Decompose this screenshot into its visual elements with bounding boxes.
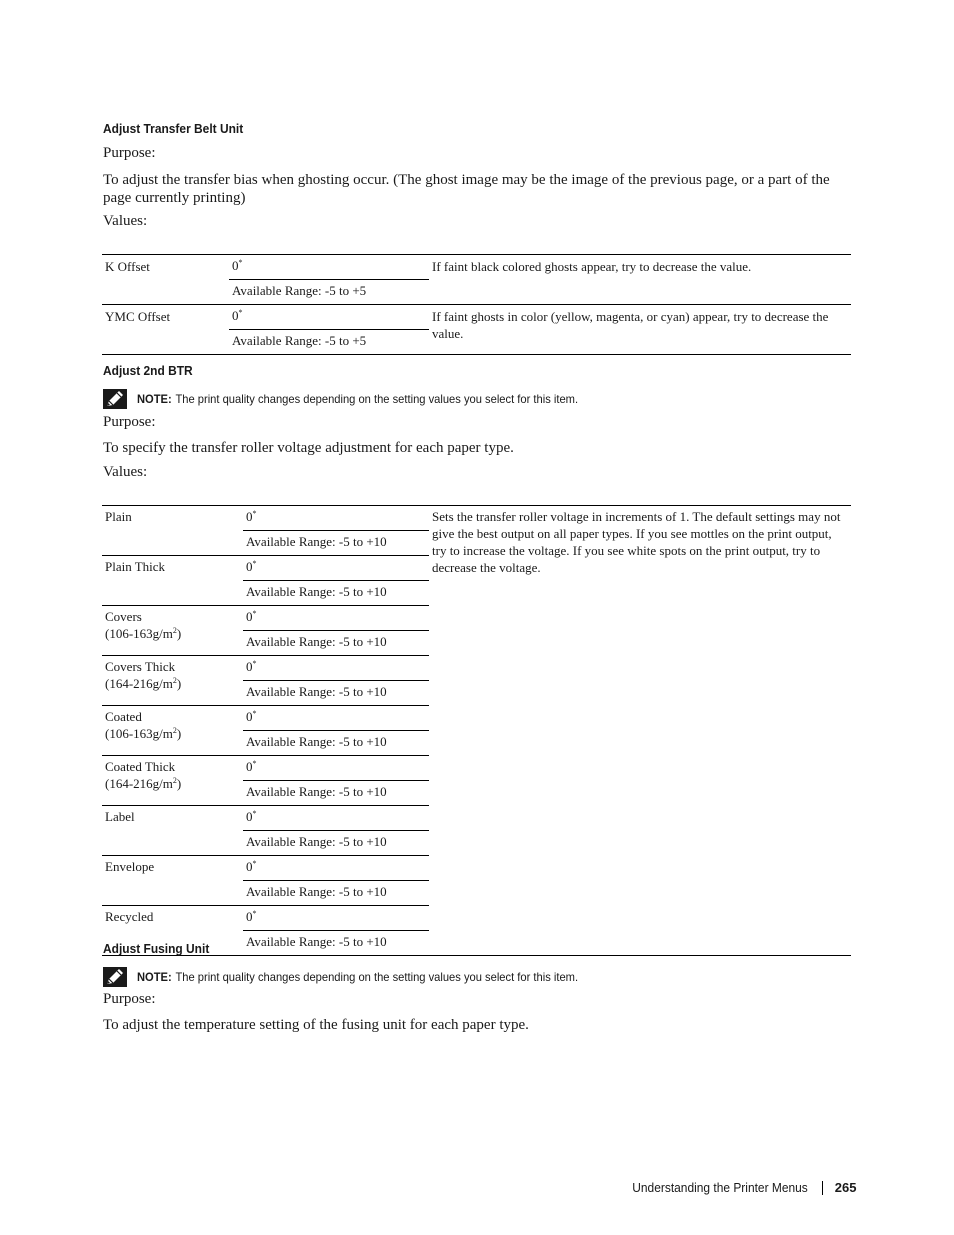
default-number: 0 [232,258,239,273]
default-star: * [252,809,257,818]
setting-name: K Offset [105,259,150,274]
pencil-note-icon [103,967,127,987]
default-star: * [252,709,257,718]
available-range: Available Range: -5 to +10 [246,734,387,749]
purpose-text: To adjust the temperature setting of the fusing unit for each paper type. [103,1017,529,1033]
default-value [229,255,429,280]
setting-description: If faint ghosts in color (yellow, magenta, or cyan) appear, try to decrease the value. [429,305,851,355]
paper-type-label: Covers Thick [105,659,176,674]
paper-type-name [102,856,243,906]
default-star: * [252,859,257,868]
note-body: The print quality changes depending on the setting values you select for this item. [175,970,579,984]
available-range: Available Range: -5 to +5 [232,333,367,348]
available-range: Available Range: -5 to +10 [246,584,387,599]
default-star: * [252,909,257,918]
default-value [243,606,429,631]
paper-weight: $(106-163g/m^2)$ [105,626,182,641]
purpose-label: Purpose: [103,145,156,161]
default-value [243,706,429,731]
available-range: Available Range: -5 to +10 [246,634,387,649]
default-star: * [238,258,243,267]
default-value [243,556,429,581]
note-label: NOTE: [137,392,172,406]
available-range: Available Range: -5 to +10 [246,784,387,799]
section-heading-transfer-belt: Adjust Transfer Belt Unit [103,121,244,136]
setting-name: YMC Offset [102,305,229,355]
default-value [229,305,429,330]
paper-type-name [102,756,243,806]
paper-type-name [102,806,243,856]
paper-type-label: Envelope [105,859,155,874]
default-value [243,756,429,781]
footer-title: Understanding the Printer Menus [632,1180,808,1195]
default-value [243,856,429,881]
paper-type-name [102,656,243,706]
default-number: 0 [232,308,239,323]
paper-type-label: Plain Thick [105,559,166,574]
paper-type-label: Coated Thick [105,759,176,774]
purpose-text: To adjust the transfer bias when ghosting occur. (The ghost image may be the image of the previous page, or a part of the page currently printing) [103,172,830,206]
available-range: Available Range: -5 to +5 [232,283,367,298]
default-star: * [252,509,257,518]
page-footer [617,1180,856,1195]
default-number: 0 [246,909,253,924]
default-number: 0 [246,859,253,874]
note-label: NOTE: [137,970,172,984]
paper-type-name [102,606,243,656]
btr-values-table [102,505,851,956]
purpose-label: Purpose: [103,414,156,430]
default-star: * [238,308,243,317]
setting-description: If faint black colored ghosts appear, try to decrease the value. [432,259,752,274]
pencil-note-icon [103,389,127,409]
purpose-label: Purpose: [103,991,156,1007]
section-heading-2nd-btr: Adjust 2nd BTR [103,363,193,378]
default-star: * [252,609,257,618]
note-text [137,970,578,984]
paper-weight: $(164-216g/m^2)$ [105,776,182,791]
paper-type-label: Coated [105,709,142,724]
default-number: 0 [246,559,253,574]
paper-type-name [102,556,243,606]
setting-description: Sets the transfer roller voltage in increments of 1. The default settings may not give the best output on all paper types. If you see mottles on the print output, try to increase the voltage. If you see white spots on the print output, try to decrease the voltage. [432,509,841,575]
default-number: 0 [246,609,253,624]
paper-type-label: Label [105,809,135,824]
table-row [102,305,851,330]
purpose-text: To specify the transfer roller voltage adjustment for each paper type. [103,440,514,456]
available-range: Available Range: -5 to +10 [246,684,387,699]
footer-divider [822,1181,823,1195]
page-number: 265 [834,1180,857,1195]
paper-type-name [102,506,243,556]
default-number: 0 [246,759,253,774]
default-star: * [252,759,257,768]
available-range: Available Range: -5 to +10 [246,884,387,899]
default-value [243,906,429,931]
note-text [137,392,578,406]
default-number: 0 [246,809,253,824]
default-star: * [252,559,257,568]
note-body: The print quality changes depending on the setting values you select for this item. [175,392,579,406]
default-number: 0 [246,509,253,524]
available-range: Available Range: -5 to +10 [246,934,387,949]
paper-weight: $(106-163g/m^2)$ [105,726,182,741]
table-row [102,255,851,280]
section-heading-fusing-unit: Adjust Fusing Unit [103,941,210,956]
note [103,966,611,988]
available-range: Available Range: -5 to +10 [246,534,387,549]
available-range: Available Range: -5 to +10 [246,834,387,849]
paper-type-name [102,706,243,756]
values-label: Values: [103,464,148,480]
paper-weight: $(164-216g/m^2)$ [105,676,182,691]
default-number: 0 [246,709,253,724]
paper-type-label: Plain [105,509,132,524]
default-value [243,506,429,531]
transfer-belt-values-table [102,254,851,355]
default-value [243,656,429,681]
values-label: Values: [103,213,148,229]
default-star: * [252,659,257,668]
paper-type-label: Covers [105,609,142,624]
note [103,388,611,410]
default-value [243,806,429,831]
paper-type-label: Recycled [105,909,154,924]
table-row [102,506,851,531]
default-number: 0 [246,659,253,674]
